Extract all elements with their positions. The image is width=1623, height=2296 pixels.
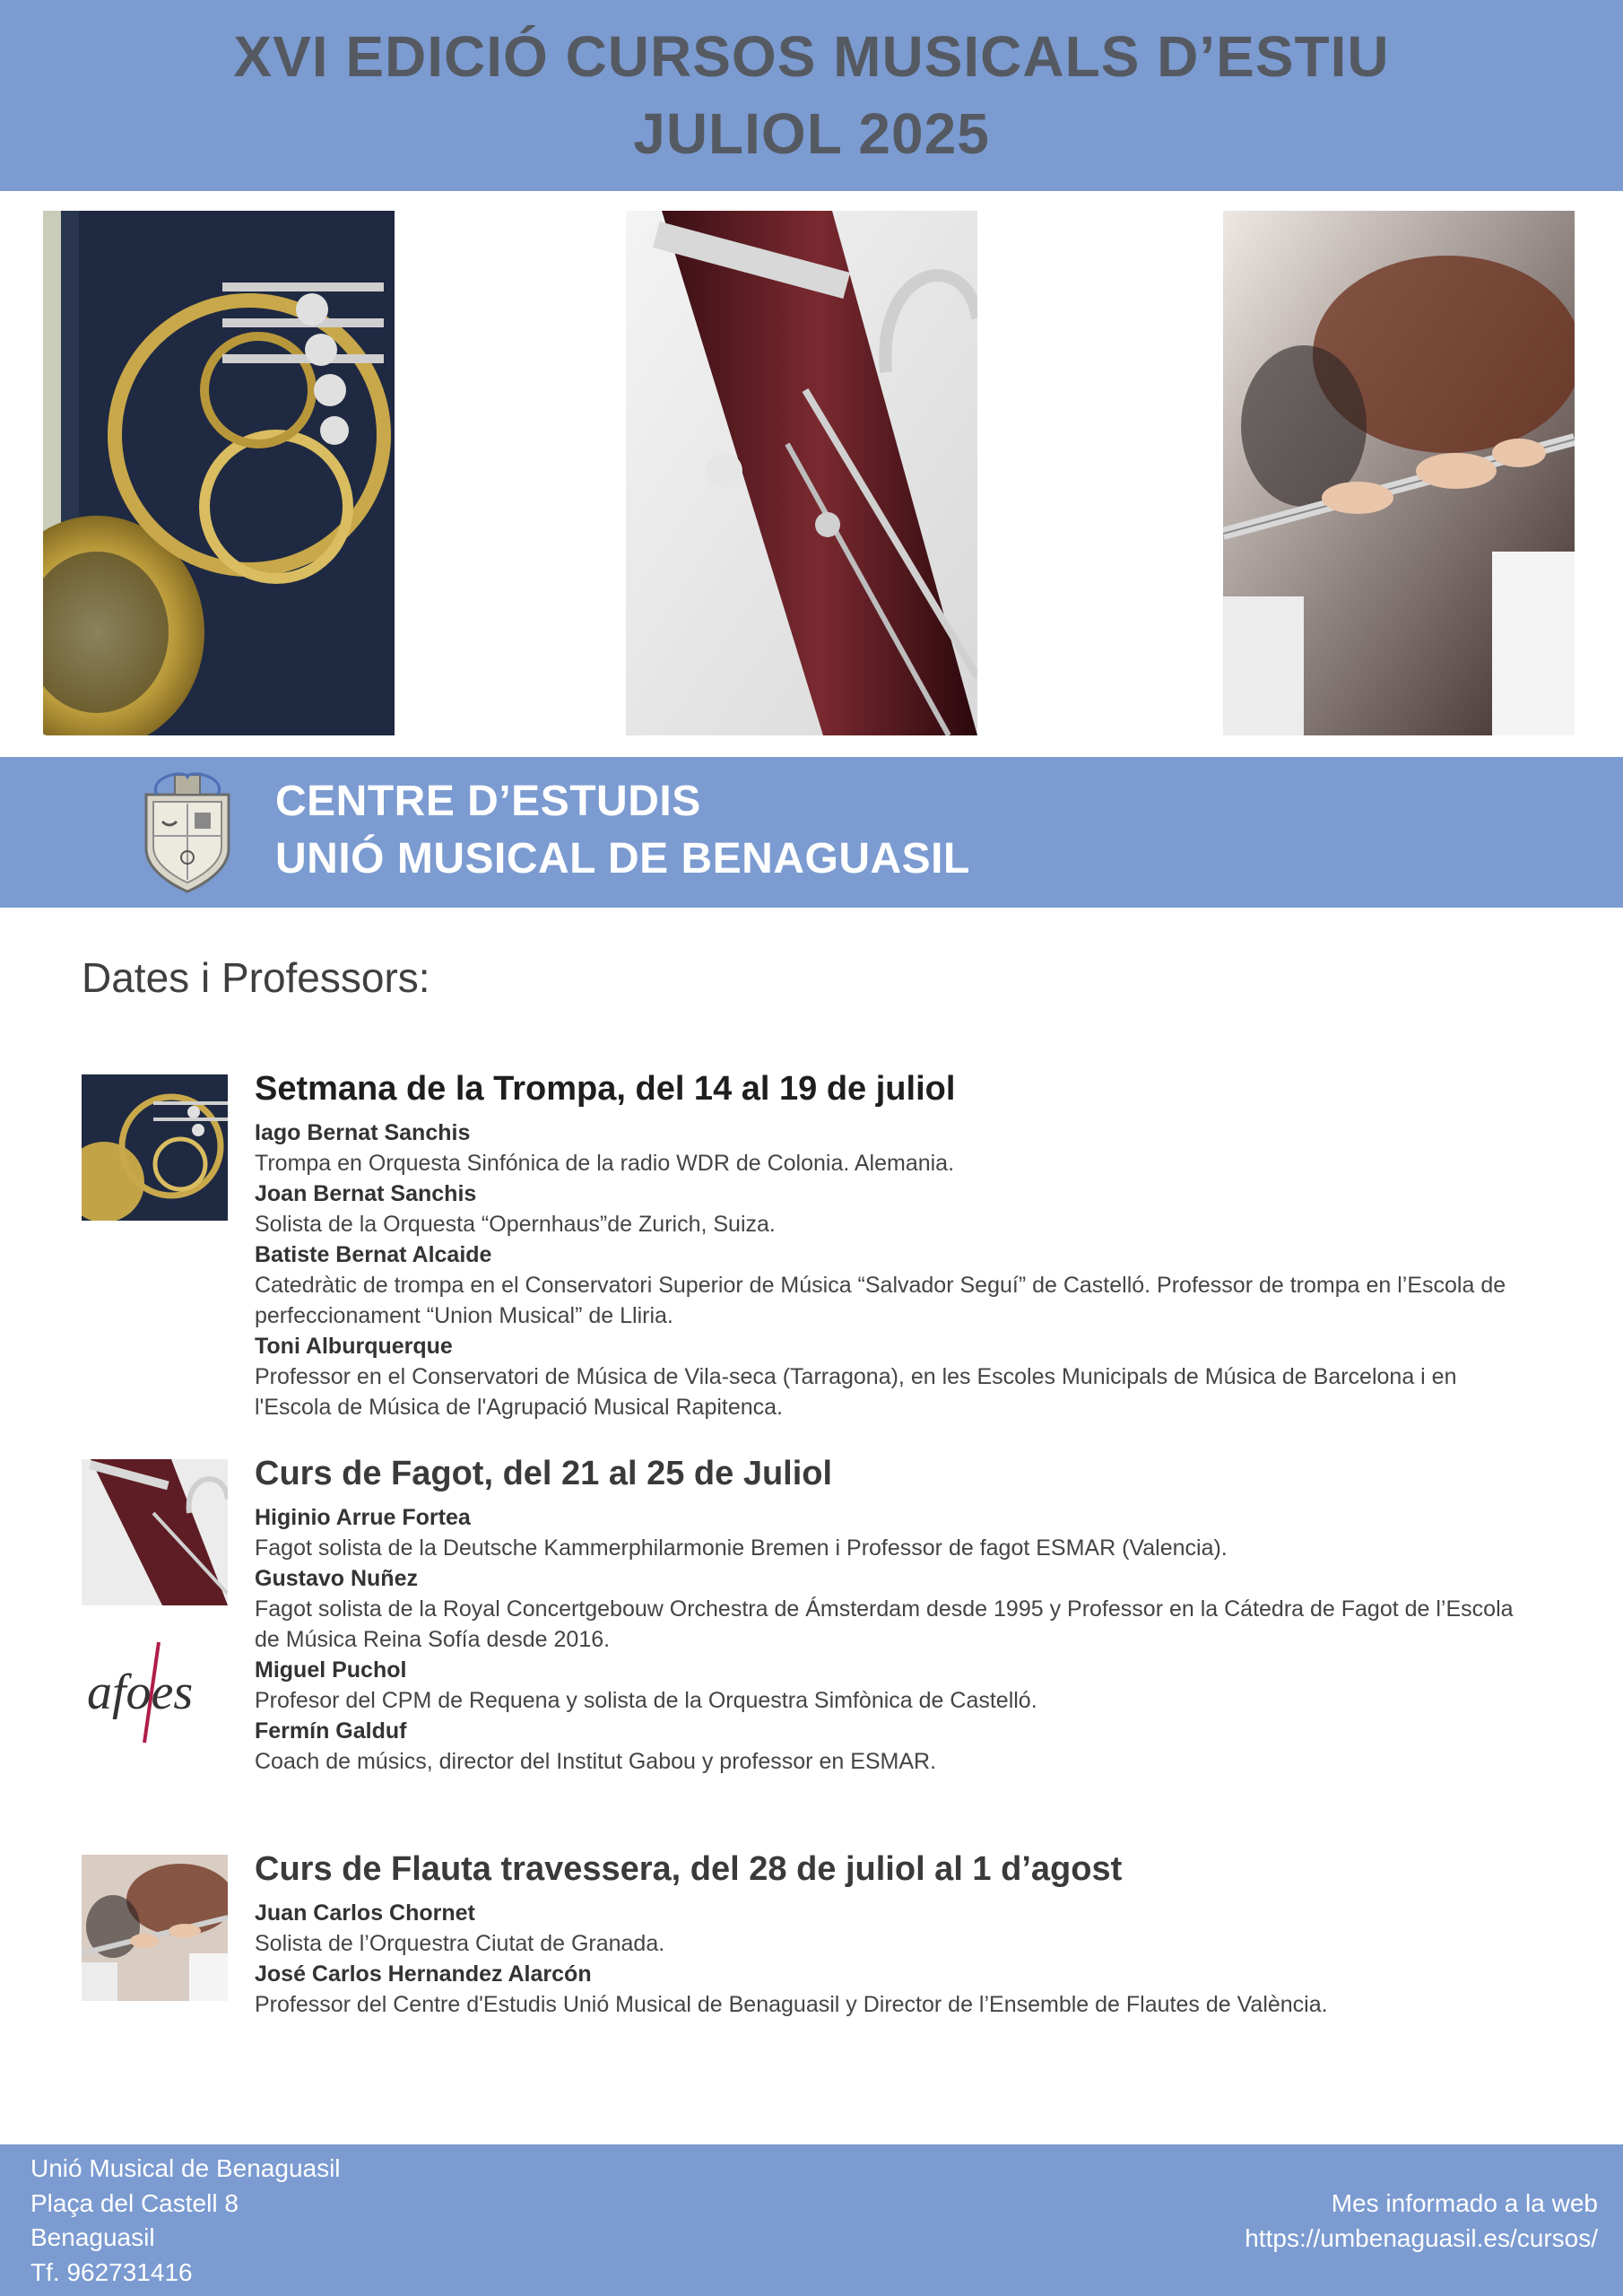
band-title-line1: CENTRE D’ESTUDIS (275, 778, 701, 825)
teacher-name: Higinio Arrue Fortea (255, 1505, 471, 1530)
flute-thumbnail (82, 1855, 228, 2001)
teacher-name: Toni Alburquerque (255, 1334, 453, 1359)
teacher-name: Miguel Puchol (255, 1657, 407, 1683)
flute-photo (1223, 211, 1575, 735)
teacher-name: Joan Bernat Sanchis (255, 1181, 477, 1206)
teacher-desc: Solista de l’Orquestra Ciutat de Granada. (255, 1931, 665, 1956)
footer-town: Benaguasil (30, 2223, 155, 2251)
header-banner (0, 0, 1623, 191)
course-title: Setmana de la Trompa, del 14 al 19 de juliol (255, 1070, 956, 1108)
footer (0, 2144, 1623, 2296)
course-title: Curs de Flauta travessera, del 28 de juliol al 1 d’agost (255, 1850, 1123, 1888)
teacher-name: Iago Bernat Sanchis (255, 1120, 471, 1145)
french-horn-photo (43, 211, 395, 735)
band-title-line2: UNIÓ MUSICAL DE BENAGUASIL (275, 835, 970, 883)
teacher-name: Batiste Bernat Alcaide (255, 1242, 492, 1267)
section-title: Dates i Professors: (82, 954, 430, 1001)
footer-web-link[interactable]: https://umbenaguasil.es/cursos/ (1245, 2224, 1598, 2252)
bassoon-thumbnail (82, 1459, 228, 1605)
teacher-name: José Carlos Hernandez Alarcón (255, 1961, 592, 1987)
teacher-desc: Professor en el Conservatori de Música de Vila-seca (Tarragona), en les Escoles Municipals de Música de Barcelona i en l'Escola de Música de l'Agrupació Musical Rapitenca. (255, 1364, 1457, 1420)
teacher-desc: Catedràtic de trompa en el Conservatori Superior de Música “Salvador Seguí” de Castelló. Professor de trompa en l’Escola de perfeccionament “Union Musical” de Lliria. (255, 1273, 1506, 1328)
bassoon-photo (626, 211, 977, 735)
footer-street: Plaça del Castell 8 (30, 2188, 239, 2217)
teacher-desc: Trompa en Orquesta Sinfónica de la radio WDR de Colonia. Alemania. (255, 1151, 955, 1176)
afoes-logo-text: afoes (87, 1665, 194, 1720)
footer-web-info (1245, 2186, 1598, 2256)
teacher-name: Gustavo Nuñez (255, 1566, 418, 1591)
footer-phone: Tf. 962731416 (30, 2257, 193, 2286)
footer-org-name: Unió Musical de Benaguasil (30, 2154, 341, 2182)
teacher-desc: Solista de la Orquesta “Opernhaus”de Zurich, Suiza. (255, 1212, 776, 1237)
teacher-name: Fermín Galduf (255, 1718, 407, 1744)
teacher-desc: Fagot solista de la Royal Concertgebouw Orchestra de Ámsterdam desde 1995 y Professor en la Cátedra de Fagot de l’Escola de Música Reina Sofía desde 2016. (255, 1596, 1514, 1652)
header-title-line2: JULIOL 2025 (633, 101, 990, 166)
footer-address (30, 2152, 341, 2290)
teacher-desc: Professor del Centre d'Estudis Unió Musical de Benaguasil y Director de l’Ensemble de Flautes de València. (255, 1992, 1328, 2017)
crest-logo (139, 768, 236, 893)
course-title: Curs de Fagot, del 21 al 25 de Juliol (255, 1455, 833, 1492)
header-title-line1: XVI EDICIÓ CURSOS MUSICALS D’ESTIU (233, 24, 1390, 89)
footer-web-label: Mes informado a la web (1331, 2189, 1598, 2217)
teacher-desc: Fagot solista de la Deutsche Kammerphilarmonie Bremen i Professor de fagot ESMAR (Valencia). (255, 1535, 1228, 1561)
school-band (0, 757, 1623, 908)
french-horn-thumbnail (82, 1074, 228, 1221)
teacher-desc: Coach de músics, director del Institut Gabou y professor en ESMAR. (255, 1749, 937, 1774)
afoes-logo (85, 1639, 229, 1746)
teacher-desc: Profesor del CPM de Requena y solista de la Orquestra Simfònica de Castelló. (255, 1688, 1037, 1713)
teacher-name: Juan Carlos Chornet (255, 1900, 475, 1926)
